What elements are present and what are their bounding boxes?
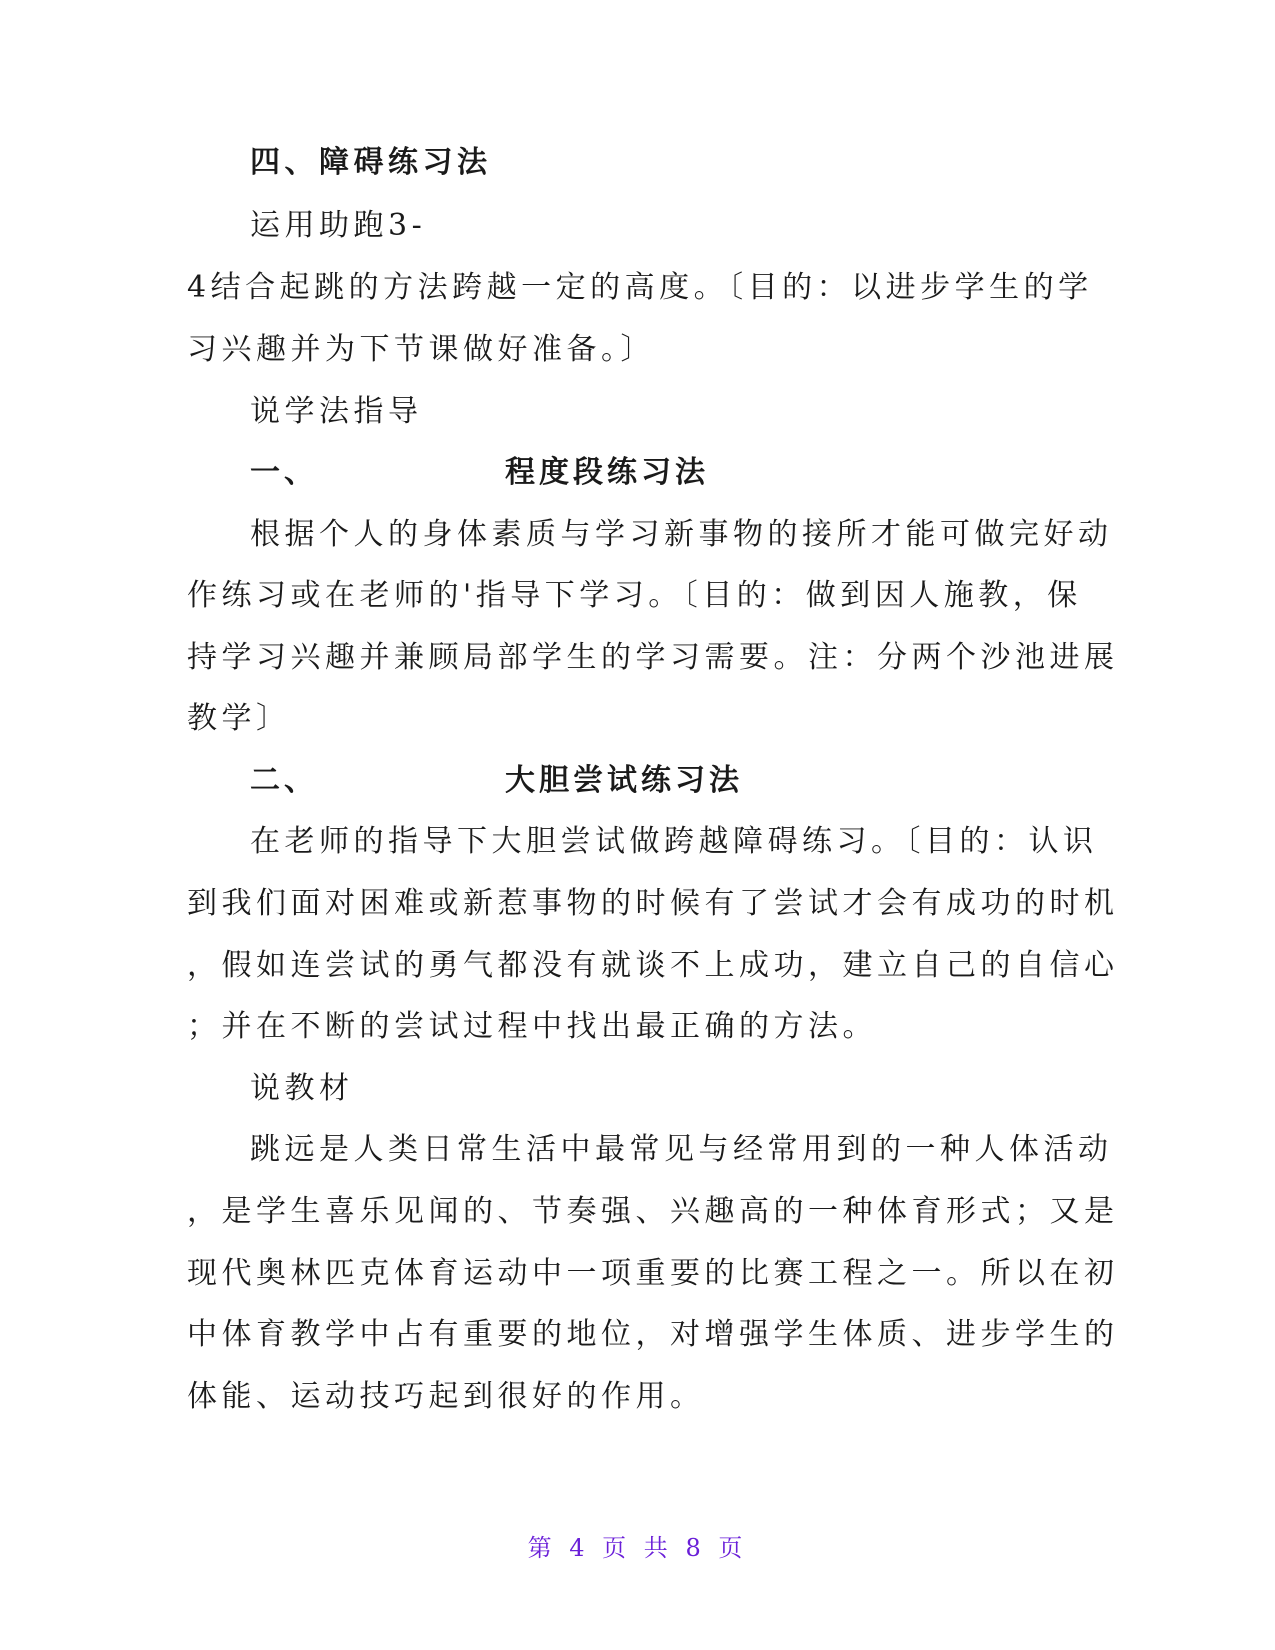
method-two-line-4: ；并在不断的尝试过程中找出最正确的方法。 bbox=[187, 1009, 877, 1044]
section-four-line-2: 4结合起跳的方法跨越一定的高度。〔目的：以进步学生的学 bbox=[187, 270, 1093, 305]
study-guidance-heading: 说学法指导 bbox=[250, 394, 423, 429]
method-two-title: 大胆尝试练习法 bbox=[505, 763, 743, 798]
textbook-line-3: 现代奥林匹克体育运动中一项重要的比赛工程之一。所以在初 bbox=[187, 1256, 1119, 1291]
method-one-line-4: 教学〕 bbox=[187, 701, 291, 736]
section-four-line-1: 运用助跑3- bbox=[250, 208, 427, 243]
method-one-line-1: 根据个人的身体素质与学习新事物的接所才能可做完好动 bbox=[250, 517, 1113, 552]
textbook-line-1: 跳远是人类日常生活中最常见与经常用到的一种人体活动 bbox=[250, 1132, 1113, 1167]
textbook-line-4: 中体育教学中占有重要的地位，对增强学生体质、进步学生的 bbox=[187, 1317, 1119, 1352]
method-one-title: 程度段练习法 bbox=[505, 455, 709, 490]
textbook-line-5: 体能、运动技巧起到很好的作用。 bbox=[187, 1379, 705, 1414]
section-four-line-3: 习兴趣并为下节课做好准备。〕 bbox=[187, 332, 655, 367]
textbook-heading: 说教材 bbox=[250, 1071, 354, 1106]
method-one-line-3: 持学习兴趣并兼顾局部学生的学习需要。注：分两个沙池进展 bbox=[187, 640, 1119, 675]
method-one-line-2: 作练习或在老师的'指导下学习。〔目的：做到因人施教，保 bbox=[187, 578, 1082, 613]
method-two-line-2: 到我们面对困难或新惹事物的时候有了尝试才会有成功的时机 bbox=[187, 886, 1119, 921]
method-two-number: 二、 bbox=[250, 763, 318, 798]
page-footer: 第 4 页 共 8 页 bbox=[527, 1534, 748, 1562]
method-two-line-1: 在老师的指导下大胆尝试做跨越障碍练习。〔目的：认识 bbox=[250, 824, 1098, 859]
textbook-line-2: ，是学生喜乐见闻的、节奏强、兴趣高的一种体育形式；又是 bbox=[187, 1194, 1119, 1229]
method-one-number: 一、 bbox=[250, 455, 318, 490]
section-four-heading: 四、障碍练习法 bbox=[250, 145, 492, 180]
method-two-line-3: ，假如连尝试的勇气都没有就谈不上成功，建立自己的自信心 bbox=[187, 948, 1119, 983]
